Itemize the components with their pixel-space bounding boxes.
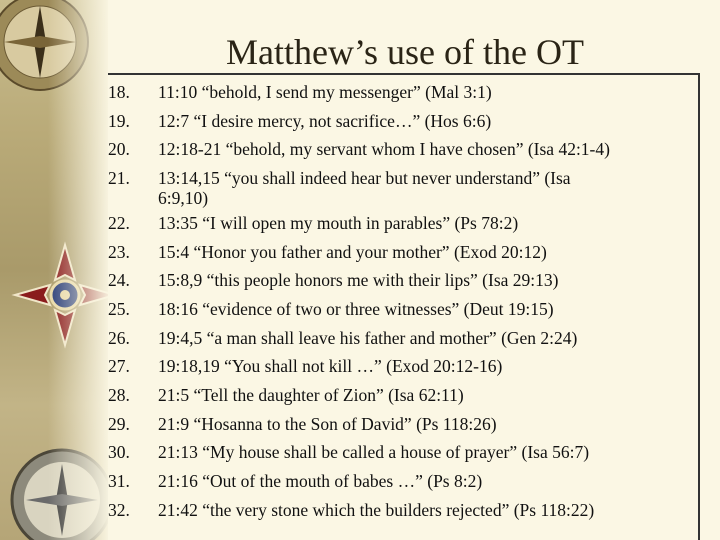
item-number: 30. — [108, 442, 130, 463]
item-number: 24. — [108, 270, 130, 291]
item-number: 25. — [108, 298, 130, 319]
item-text: 11:10 “behold, I send my messenger” (Mal 3:1) — [158, 82, 492, 102]
item-text: 13:14,15 “you shall indeed hear but never understand” (Isa — [158, 168, 571, 189]
item-text: 15:8,9 “this people honors me with their lips” (Isa 29:13) — [158, 270, 559, 291]
item-number: 31. — [108, 471, 130, 492]
item-text-continuation: 6:9,10) — [158, 187, 209, 208]
list-item — [108, 496, 698, 525]
item-number: 28. — [108, 385, 130, 406]
list-item — [108, 135, 698, 164]
item-number: 29. — [108, 413, 130, 434]
item-text: 12:7 “I desire mercy, not sacrifice…” (Hos 6:6) — [158, 110, 492, 131]
item-text: 21:16 “Out of the mouth of babes …” (Ps 8:2) — [158, 471, 483, 492]
item-text: 19:18,19 “You shall not kill …” (Exod 20:12-16) — [158, 356, 503, 377]
title-underline — [108, 73, 700, 75]
item-text: 12:18-21 “behold, my servant whom I have chosen” (Isa 42:1-4) — [158, 139, 610, 160]
item-number: 20. — [108, 139, 130, 160]
item-number: 23. — [108, 241, 130, 262]
list-item — [108, 352, 698, 381]
item-number: 18. — [108, 82, 130, 102]
list-item — [108, 438, 698, 467]
item-text: 19:4,5 “a man shall leave his father and mother” (Gen 2:24) — [158, 327, 578, 348]
item-text: 21:42 “the very stone which the builders rejected” (Ps 118:22) — [158, 499, 595, 520]
list-item — [108, 107, 698, 136]
item-text: 18:16 “evidence of two or three witnesses” (Deut 19:15) — [158, 298, 554, 319]
list-item — [108, 410, 698, 439]
decorative-collage — [0, 0, 108, 540]
item-number: 26. — [108, 327, 130, 348]
item-number: 19. — [108, 110, 130, 131]
strip-fade — [48, 0, 108, 540]
item-text: 21:9 “Hosanna to the Son of David” (Ps 118:26) — [158, 413, 497, 434]
list-item — [108, 78, 698, 107]
reference-list — [108, 78, 698, 525]
list-item — [108, 295, 698, 324]
list-item — [108, 209, 698, 238]
item-text: 21:5 “Tell the daughter of Zion” (Isa 62:11) — [158, 385, 464, 406]
item-text: 21:13 “My house shall be called a house of prayer” (Isa 56:7) — [158, 442, 590, 463]
list-item — [108, 381, 698, 410]
list-item — [108, 238, 698, 267]
right-border — [698, 73, 700, 540]
item-text: 13:35 “I will open my mouth in parables” (Ps 78:2) — [158, 212, 519, 233]
item-number: 27. — [108, 356, 130, 377]
item-number: 21. — [108, 168, 130, 189]
page-title: Matthew’s use of the OT — [226, 32, 584, 72]
item-text: 15:4 “Honor you father and your mother” (Exod 20:12) — [158, 241, 547, 262]
list-item — [108, 324, 698, 353]
list-item — [108, 266, 698, 295]
item-number: 22. — [108, 212, 130, 233]
list-item — [108, 467, 698, 496]
item-number: 32. — [108, 499, 130, 520]
